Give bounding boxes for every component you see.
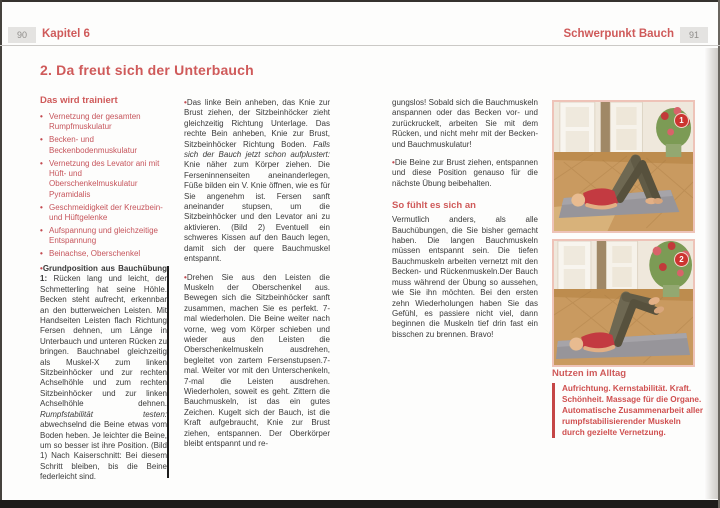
photo-step-badge-2: 2: [674, 252, 689, 267]
feel-paragraphs: [392, 215, 538, 340]
chapter-label: Kapitel 6: [42, 28, 90, 40]
trained-item: • Beinachse, Oberschenkel: [40, 249, 168, 259]
trained-item: • Geschmeidigkeit der Kreuzbein- und Hüftgelenke: [40, 203, 168, 224]
benefit-box: [552, 368, 704, 438]
header-divider: [0, 45, 720, 46]
exercise-photo-1: [552, 100, 695, 233]
exercise-photo-2-illustration: [554, 241, 693, 365]
scan-edge-top: [0, 0, 720, 2]
exercise-column-rule: [167, 266, 169, 478]
grundposition-paragraph: [40, 264, 167, 483]
feel-heading: So fühlt es sich an: [392, 200, 476, 212]
page-number-left: 90: [8, 27, 36, 43]
trained-block: [40, 95, 168, 262]
photo-step-badge-1: 1: [674, 113, 689, 128]
trained-item: • Vernetzung des Levator ani mit Hüft- und Oberschenkelmuskulatur Pyramidalis: [40, 159, 168, 201]
right-page-column-1: [392, 98, 538, 340]
page-edge-shadow: [704, 48, 718, 499]
benefit-text: Aufrichtung. Kernstabilität. Kraft. Schönheit. Massage für die Organe. Automatische Zusammenarbeit aller rumpfstabilisierender Muskeln durch gezielte Vernetzung.: [562, 384, 704, 437]
benefit-heading: Nutzen im Alltag: [552, 368, 627, 379]
trained-heading: Das wird trainiert: [40, 95, 118, 106]
trained-list: [40, 112, 168, 260]
trained-item: • Vernetzung der gesamten Rumpfmuskulatur: [40, 112, 168, 133]
trained-item: • Aufspannung und gleichzeitige Entspannung: [40, 226, 168, 247]
paragraph: Vermutlich anders, als alle Bauchübungen, die Sie bisher gemacht haben. Die langen Bauchmuskeln müssen entspannt sein. Die tiefen Bauchmuskeln arbeiten vernetzt mit den Becken- und Rückenmuskeln.Der Bauch muss während der Übung so aussehen, wie Sie ihn möchten. Bei den ersten zehn Wiederholungen haben Sie das Gefühl, es passiere nicht viel, dann beginnen die Muskeln tief drin fast ein bisschen zu brennen. Bravo!: [392, 215, 538, 339]
scan-edge-left: [0, 0, 2, 508]
paragraph: • Die Beine zur Brust ziehen, entspannen und diese Position genauso für die nächste Übung beibehalten.: [392, 158, 538, 189]
page-number-right: 91: [680, 27, 708, 43]
paragraph: gungslos! Sobald sich die Bauchmuskeln anspannen oder das Becken vor- und zurückruckelt, arbeiten Sie mit dem Rücken, und nicht mehr mit der Becken- und Bauchmuskulatur!: [392, 98, 538, 149]
left-page-column-2: [184, 98, 330, 449]
paragraph: • Drehen Sie aus den Leisten die Muskeln der Oberschenkel aus. Bewegen sich die Sitzbeinhöcker sanft zusammen, machen Sie es perfekt. 7-mal wiederholen. Die Beine weiter nach vorne, weg vom Körper schieben und wieder aus den Leisten die Oberschenkelmuskeln ausdrehen, begleitet von zartem Fersenstupsen.7-mal. Weiter vor mit den Unterschenkeln, 7-mal die Leisten ausdrehen. Wiederholen, soweit es geht. Zittern die Bauchmuskeln, ist das ein gutes Zeichen. Kugelt sich der Bauch, ist die Kraft aufgebraucht, Knie zur Brust ziehen, entspannen. Der Oberkörper bleibt entspannt und re-: [184, 273, 330, 450]
trained-item: • Becken- und Beckenbodenmuskulatur: [40, 135, 168, 156]
paragraph: • Das linke Bein anheben, das Knie zur Brust ziehen, der Sitzbeinhöcker zieht gleichzeitig Richtung Unterlage. Das rechte Bein anheben, Knie zur Brust, Sitzbeinhöcker Richtung Boden. Falls sich der Bauch jetzt schon aufplustert: Knie näher zum Körper ziehen. Die Ferseninnenseiten aneinanderlegen, Füße bilden ein V. Knie öffnen, wie es für Sie angenehm ist. Fersen sanft aneinander stupsen, um die Sitzbeinhöcker und den Levator ani zu aktivieren. (Bild 2) Eventuell ein schweres Kissen auf den Bauch legen, damit sich der quere Bauchmuskel entspannt.: [184, 98, 330, 265]
benefit-body: [552, 383, 704, 438]
section-label: Schwerpunkt Bauch: [563, 28, 674, 40]
article-title: 2. Da freut sich der Unterbauch: [40, 62, 254, 78]
right-column-intro: [392, 98, 538, 189]
exercise-photo-2: [552, 239, 695, 367]
paragraph: • Grundposition aus Bauchübung 1: Rücken lang und leicht, der Schmetterling hat seine Höhle. Becken steht aufrecht, erkennbar an den butterweichen Leisten. Mit Handseiten Leisten flach Richtung Fersen dehnen, um Länge in Unterbauch und unteren Rücken zu bringen. Bauchnabel gleichzeitig als Muskel-X zum linken Sitzbeinhöcker und zur rechten Achselhöhle und zum rechten Sitzbeinhöcker und zur linken Achselhöhle dehnen. Rumpfstabilität testen: abwechselnd die Beine etwas vom Boden heben. Je leichter die Beine, um so besser ist ihre Position. (Bild 1) Nach Kaiserschnitt: Bei diesem Schritt bleiben, bis die Beine federleicht sind.: [40, 264, 167, 483]
scan-edge-bottom: [0, 500, 720, 508]
exercise-photo-1-illustration: [554, 102, 693, 231]
